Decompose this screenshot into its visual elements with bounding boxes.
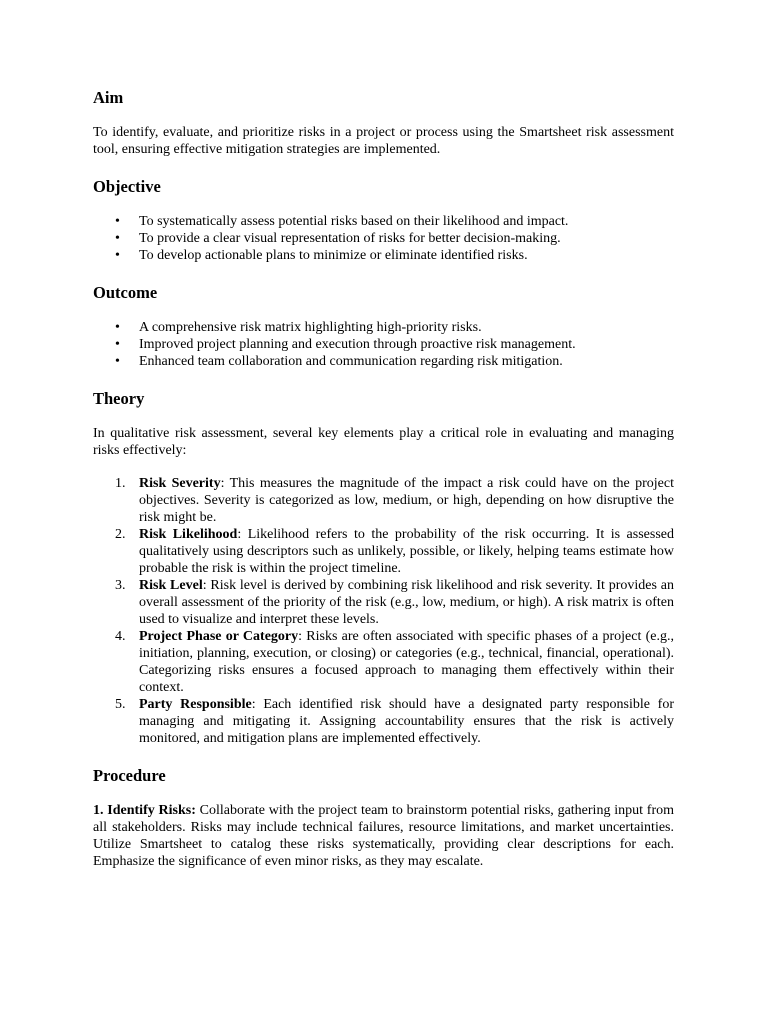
list-number: 2.: [115, 527, 126, 542]
procedure-step-1: [93, 802, 674, 870]
list-item: [115, 526, 674, 577]
list-item: [115, 319, 674, 336]
outcome-heading: Outcome: [93, 283, 158, 302]
list-item: [115, 336, 674, 353]
procedure-heading: Procedure: [93, 766, 166, 785]
bullet-icon: •: [115, 231, 120, 246]
list-item: [115, 247, 674, 264]
term-label: Risk Level: [139, 578, 203, 593]
list-number: 1.: [115, 476, 126, 491]
step-text: Collaborate with the project team to brainstorm potential risks, gathering input from all stakeholders. Risks may include technical failures, resource limitations, and market uncertainties. Utilize Smartsheet to catalog these risks systematically, providing clear descriptions for each. Emphasize the significance of even minor risks, as they may escalate.: [93, 803, 674, 869]
theory-intro: In qualitative risk assessment, several key elements play a critical role in evaluating and managing risks effectively:: [93, 426, 674, 458]
bullet-icon: •: [115, 354, 120, 369]
list-item: [115, 213, 674, 230]
term-description: : This measures the magnitude of the impact a risk could have on the project objectives. Severity is categorized as low, medium, or high, depending on how disruptive the risk might be.: [139, 476, 674, 525]
term-label: Risk Severity: [139, 476, 221, 491]
list-item: [115, 353, 674, 370]
term-description: : Risk level is derived by combining risk likelihood and risk severity. It provides an overall assessment of the priority of the risk (e.g., low, medium, or high). A risk matrix is often used to visualize and interpret these levels.: [139, 578, 674, 627]
list-item-text: To develop actionable plans to minimize or eliminate identified risks.: [139, 248, 528, 263]
list-item-text: Improved project planning and execution through proactive risk management.: [139, 337, 576, 352]
list-number: 4.: [115, 629, 126, 644]
bullet-icon: •: [115, 337, 120, 352]
term-label: Project Phase or Category: [139, 629, 299, 644]
bullet-icon: •: [115, 320, 120, 335]
list-item-text: A comprehensive risk matrix highlighting high-priority risks.: [139, 320, 482, 335]
term-description: : Each identified risk should have a designated party responsible for managing and mitigating it. Assigning accountability ensures that the risk is actively monitored, and mitigation plans are implemented effectively.: [139, 697, 675, 746]
bullet-icon: •: [115, 248, 120, 263]
aim-heading: Aim: [93, 88, 124, 107]
term-label: Risk Likelihood: [139, 527, 238, 542]
list-item: [115, 577, 674, 628]
term-description: : Likelihood refers to the probability of the risk occurring. It is assessed qualitatively using descriptors such as unlikely, possible, or likely, helping teams estimate how probable the risk is within the project timeline.: [139, 527, 674, 576]
bullet-icon: •: [115, 214, 120, 229]
list-item: [115, 628, 674, 696]
objective-list: [93, 213, 674, 264]
theory-list: [93, 475, 674, 747]
term-label: Party Responsible: [139, 697, 252, 712]
objective-heading: Objective: [93, 177, 161, 196]
aim-paragraph: To identify, evaluate, and prioritize risks in a project or process using the Smartsheet risk assessment tool, ensuring effective mitigation strategies are implemented.: [93, 125, 674, 157]
term-description: : Risks are often associated with specific phases of a project (e.g., initiation, planning, execution, or closing) or categories (e.g., technical, financial, operational). Categorizing risks ensures a focused approach to managing them effectively within their context.: [139, 629, 674, 695]
list-item: [115, 230, 674, 247]
list-item-text: Enhanced team collaboration and communication regarding risk mitigation.: [139, 354, 563, 369]
list-item: [115, 475, 674, 526]
list-item-text: To systematically assess potential risks based on their likelihood and impact.: [139, 214, 569, 229]
list-item-text: To provide a clear visual representation of risks for better decision-making.: [139, 231, 561, 246]
step-label: 1. Identify Risks:: [93, 803, 196, 818]
outcome-list: [93, 319, 674, 370]
theory-heading: Theory: [93, 389, 145, 408]
list-item: [115, 696, 675, 747]
list-number: 3.: [115, 578, 126, 593]
list-number: 5.: [115, 697, 126, 712]
